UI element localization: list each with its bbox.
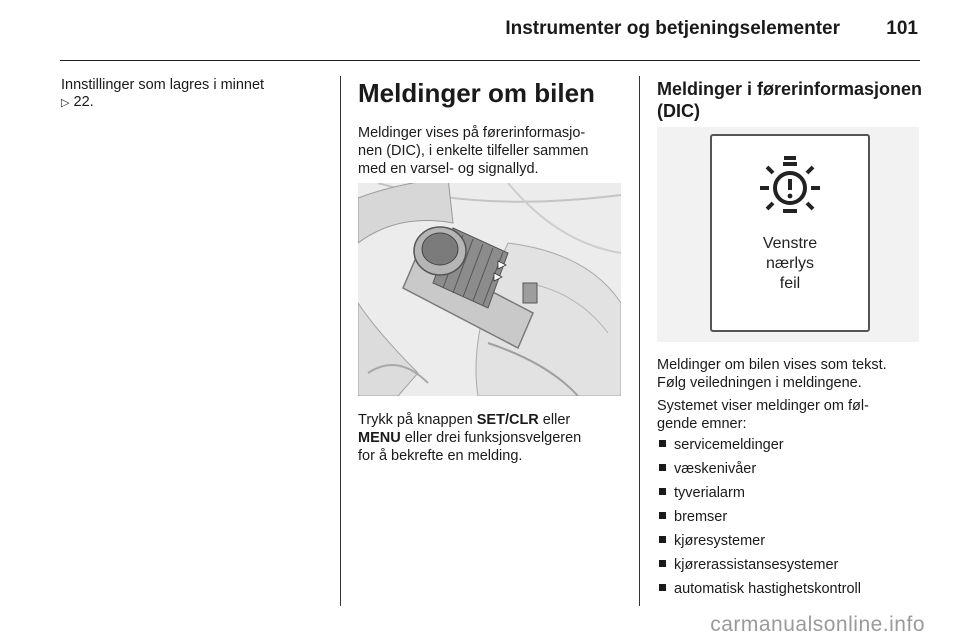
set-clr-button-label: SET/CLR — [476, 412, 539, 428]
dic-heading-line: (DIC) — [657, 101, 700, 121]
dic-description — [657, 356, 922, 392]
message-topics-list — [659, 437, 929, 605]
system-topics-line: gende emner: — [657, 416, 747, 432]
list-item — [659, 509, 929, 533]
steering-column-stalk-illustration — [358, 183, 621, 396]
instruction-text: eller drei funksjonsvelgeren — [400, 430, 582, 446]
list-item — [659, 485, 929, 509]
list-item — [659, 581, 929, 605]
bullet-icon — [659, 488, 666, 495]
page-header-title: Instrumenter og betjeningselementer — [505, 18, 840, 39]
bullet-icon — [659, 584, 666, 591]
cross-reference-page: 22. — [73, 94, 94, 110]
bullet-icon — [659, 560, 666, 567]
page-cross-reference[interactable] — [61, 94, 331, 111]
page-number: 101 — [886, 18, 918, 39]
column-divider-left — [340, 76, 341, 606]
memory-settings-reference — [61, 77, 331, 111]
dic-message-text: Venstre nærlys feil — [762, 235, 818, 292]
dic-section-heading — [657, 78, 927, 122]
confirm-line — [358, 411, 623, 429]
bullet-icon — [659, 512, 666, 519]
list-item-text: bremser — [674, 509, 728, 525]
stalk-drawing — [358, 183, 621, 396]
instruction-text: Trykk på knappen — [358, 412, 477, 428]
arrow-right-icon: ▷ — [61, 96, 70, 109]
dic-description-line: Meldinger om bilen vises som tekst. — [657, 357, 887, 373]
list-item-text: væskenivåer — [674, 461, 757, 477]
intro-line: med en varsel- og signallyd. — [358, 161, 539, 177]
dic-display — [710, 134, 870, 332]
menu-button-label: MENU — [358, 430, 401, 446]
list-item-text: servicemeldinger — [674, 437, 784, 453]
bullet-icon — [659, 440, 666, 447]
exterior-light-fault-icon — [754, 150, 826, 222]
list-item — [659, 533, 929, 557]
memory-settings-text: Innstillinger som lagres i minnet — [61, 77, 265, 93]
bullet-icon — [659, 464, 666, 471]
confirm-line — [358, 429, 623, 447]
dic-heading-line: Meldinger i førerinformasjonen — [657, 79, 923, 99]
list-item — [659, 461, 929, 485]
list-item — [659, 437, 929, 461]
system-topics-line: Systemet viser meldinger om føl- — [657, 398, 869, 414]
system-topics-intro — [657, 397, 922, 433]
site-watermark: carmanualsonline.info — [710, 613, 925, 636]
list-item-text: automatisk hastighetskontroll — [674, 581, 861, 597]
list-item-text: kjøresystemer — [674, 533, 766, 549]
list-item-text: kjørerassistansesystemer — [674, 557, 839, 573]
list-item-text: tyverialarm — [674, 485, 745, 501]
bullet-icon — [659, 536, 666, 543]
confirm-instruction — [358, 411, 623, 465]
column-divider-right — [639, 76, 640, 606]
intro-line: Meldinger vises på førerinformasjo- — [358, 125, 586, 141]
section-heading: Meldinger om bilen — [358, 78, 595, 108]
header-rule — [60, 60, 920, 61]
instruction-text: eller — [538, 412, 571, 428]
confirm-line: for å bekrefte en melding. — [358, 448, 523, 464]
intro-paragraph — [358, 124, 623, 178]
list-item — [659, 557, 929, 581]
intro-line: nen (DIC), i enkelte tilfeller sammen — [358, 143, 589, 159]
dic-description-line: Følg veiledningen i meldingene. — [657, 375, 862, 391]
